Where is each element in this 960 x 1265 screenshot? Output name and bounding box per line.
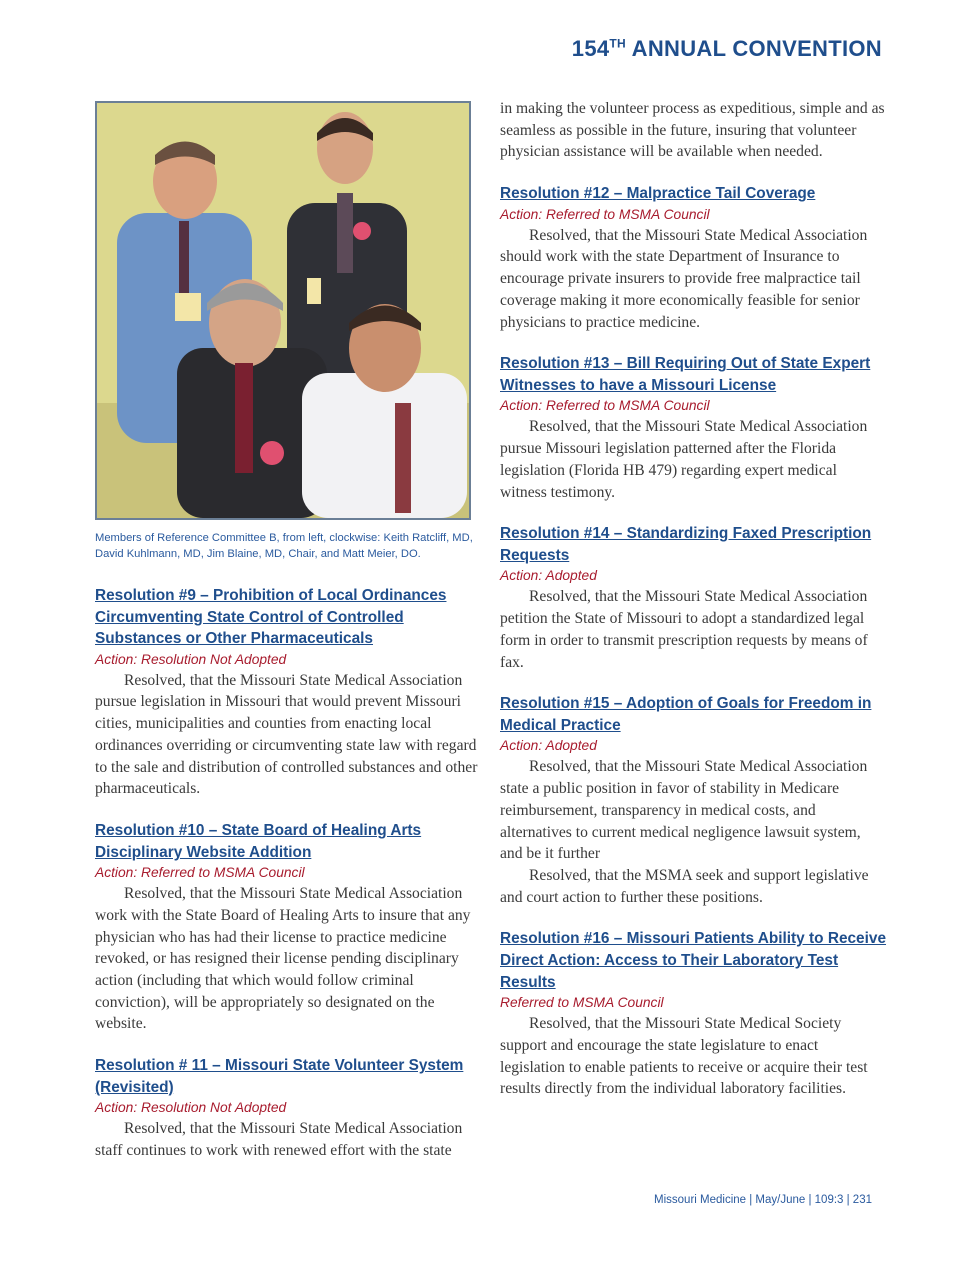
resolution-15-body: Resolved, that the Missouri State Medical Association state a public position in favor of stability in Medicare reimbursement, transparency in medical costs, and alternatives to current medical negligence lawsuit system, and be it further	[500, 758, 868, 863]
left-column	[95, 101, 481, 1162]
resolution-15-action: Action: Adopted	[500, 738, 597, 754]
resolution-14-title[interactable]: Resolution #14 – Standardizing Faxed Prescription Requests	[500, 525, 872, 564]
resolution-16-action: Referred to MSMA Council	[500, 995, 664, 1011]
header-number: 154	[571, 36, 610, 61]
resolution-13-title[interactable]: Resolution #13 – Bill Requiring Out of State Expert Witnesses to have a Missouri License	[500, 355, 871, 394]
resolution-11-action: Action: Resolution Not Adopted	[95, 1100, 287, 1116]
resolution-14-action: Action: Adopted	[500, 568, 597, 584]
committee-photo-illustration	[97, 103, 469, 518]
resolution-10-body: Resolved, that the Missouri State Medical Association work with the State Board of Healing Arts to insure that any physician who has had their license to practice medicine revoked, or has resigned their license pending disciplinary action (including that which would follow criminal conviction), will be appropriately so designated on the website.	[95, 885, 471, 1033]
resolution-10-action: Action: Referred to MSMA Council	[95, 865, 305, 881]
resolution-11-body: Resolved, that the Missouri State Medical Association staff continues to work with renewed effort with the state	[95, 1120, 463, 1159]
resolution-16-title[interactable]: Resolution #16 – Missouri Patients Ability to Receive Direct Action: Access to Their Laboratory Test Results	[500, 930, 887, 991]
page-header	[572, 36, 882, 62]
resolution-16-body: Resolved, that the Missouri State Medical Society support and encourage the state legislature to enact legislation to enable patients to receive or acquire their test results directly from the individual laboratory facilities.	[500, 1015, 868, 1098]
resolution-13-action: Action: Referred to MSMA Council	[500, 398, 710, 414]
resolution-9-action: Action: Resolution Not Adopted	[95, 651, 287, 667]
resolution-11-title[interactable]: Resolution # 11 – Missouri State Volunteer System (Revisited)	[95, 1057, 464, 1096]
committee-photo	[95, 101, 471, 520]
photo-caption: Members of Reference Committee B, from left, clockwise: Keith Ratcliff, MD, David Kuhlmann, MD, Jim Blaine, MD, Chair, and Matt Meier, DO.	[95, 532, 473, 560]
continued-text: in making the volunteer process as expeditious, simple and as seamless as possible in the future, insuring that volunteer physician assistance will be available when needed.	[500, 100, 885, 161]
resolution-15-body-continued: Resolved, that the MSMA seek and support legislative and court action to further these positions.	[500, 866, 869, 906]
resolution-12-action: Action: Referred to MSMA Council	[500, 206, 710, 222]
page-footer: Missouri Medicine | May/June | 109:3 | 231	[654, 1194, 872, 1206]
right-column	[500, 98, 886, 1100]
resolution-15-title[interactable]: Resolution #15 – Adoption of Goals for Freedom in Medical Practice	[500, 695, 872, 734]
resolution-12-title[interactable]: Resolution #12 – Malpractice Tail Coverage	[500, 185, 816, 203]
resolution-14-body: Resolved, that the Missouri State Medical Association petition the State of Missouri to adopt a standardized legal form in order to transmit prescription requests by means of fax.	[500, 588, 868, 671]
resolution-9-title[interactable]: Resolution #9 – Prohibition of Local Ordinances Circumventing State Control of Controlled Substances or Other Pharmaceuticals	[95, 587, 447, 648]
resolution-12-body: Resolved, that the Missouri State Medical Association should work with the state Department of Insurance to encourage private insurers to provide free malpractice tail coverage making it more economically feasible for senior physicians to practice medicine.	[500, 226, 868, 331]
header-sup: TH	[609, 36, 627, 51]
resolution-9-body: Resolved, that the Missouri State Medical Association pursue legislation in Missouri that would prevent Missouri cities, municipalities and counties from enacting local ordinances overriding or circumventing state law with regard to the sale and distribution of controlled substances and other pharmaceuticals.	[95, 671, 478, 798]
resolution-13-body: Resolved, that the Missouri State Medical Association pursue Missouri legislation patterned after the Florida legislation (Florida HB 479) regarding expert medical witness testimony.	[500, 418, 868, 501]
resolution-10-title[interactable]: Resolution #10 – State Board of Healing Arts Disciplinary Website Addition	[95, 822, 422, 861]
header-title: ANNUAL CONVENTION	[631, 36, 882, 61]
